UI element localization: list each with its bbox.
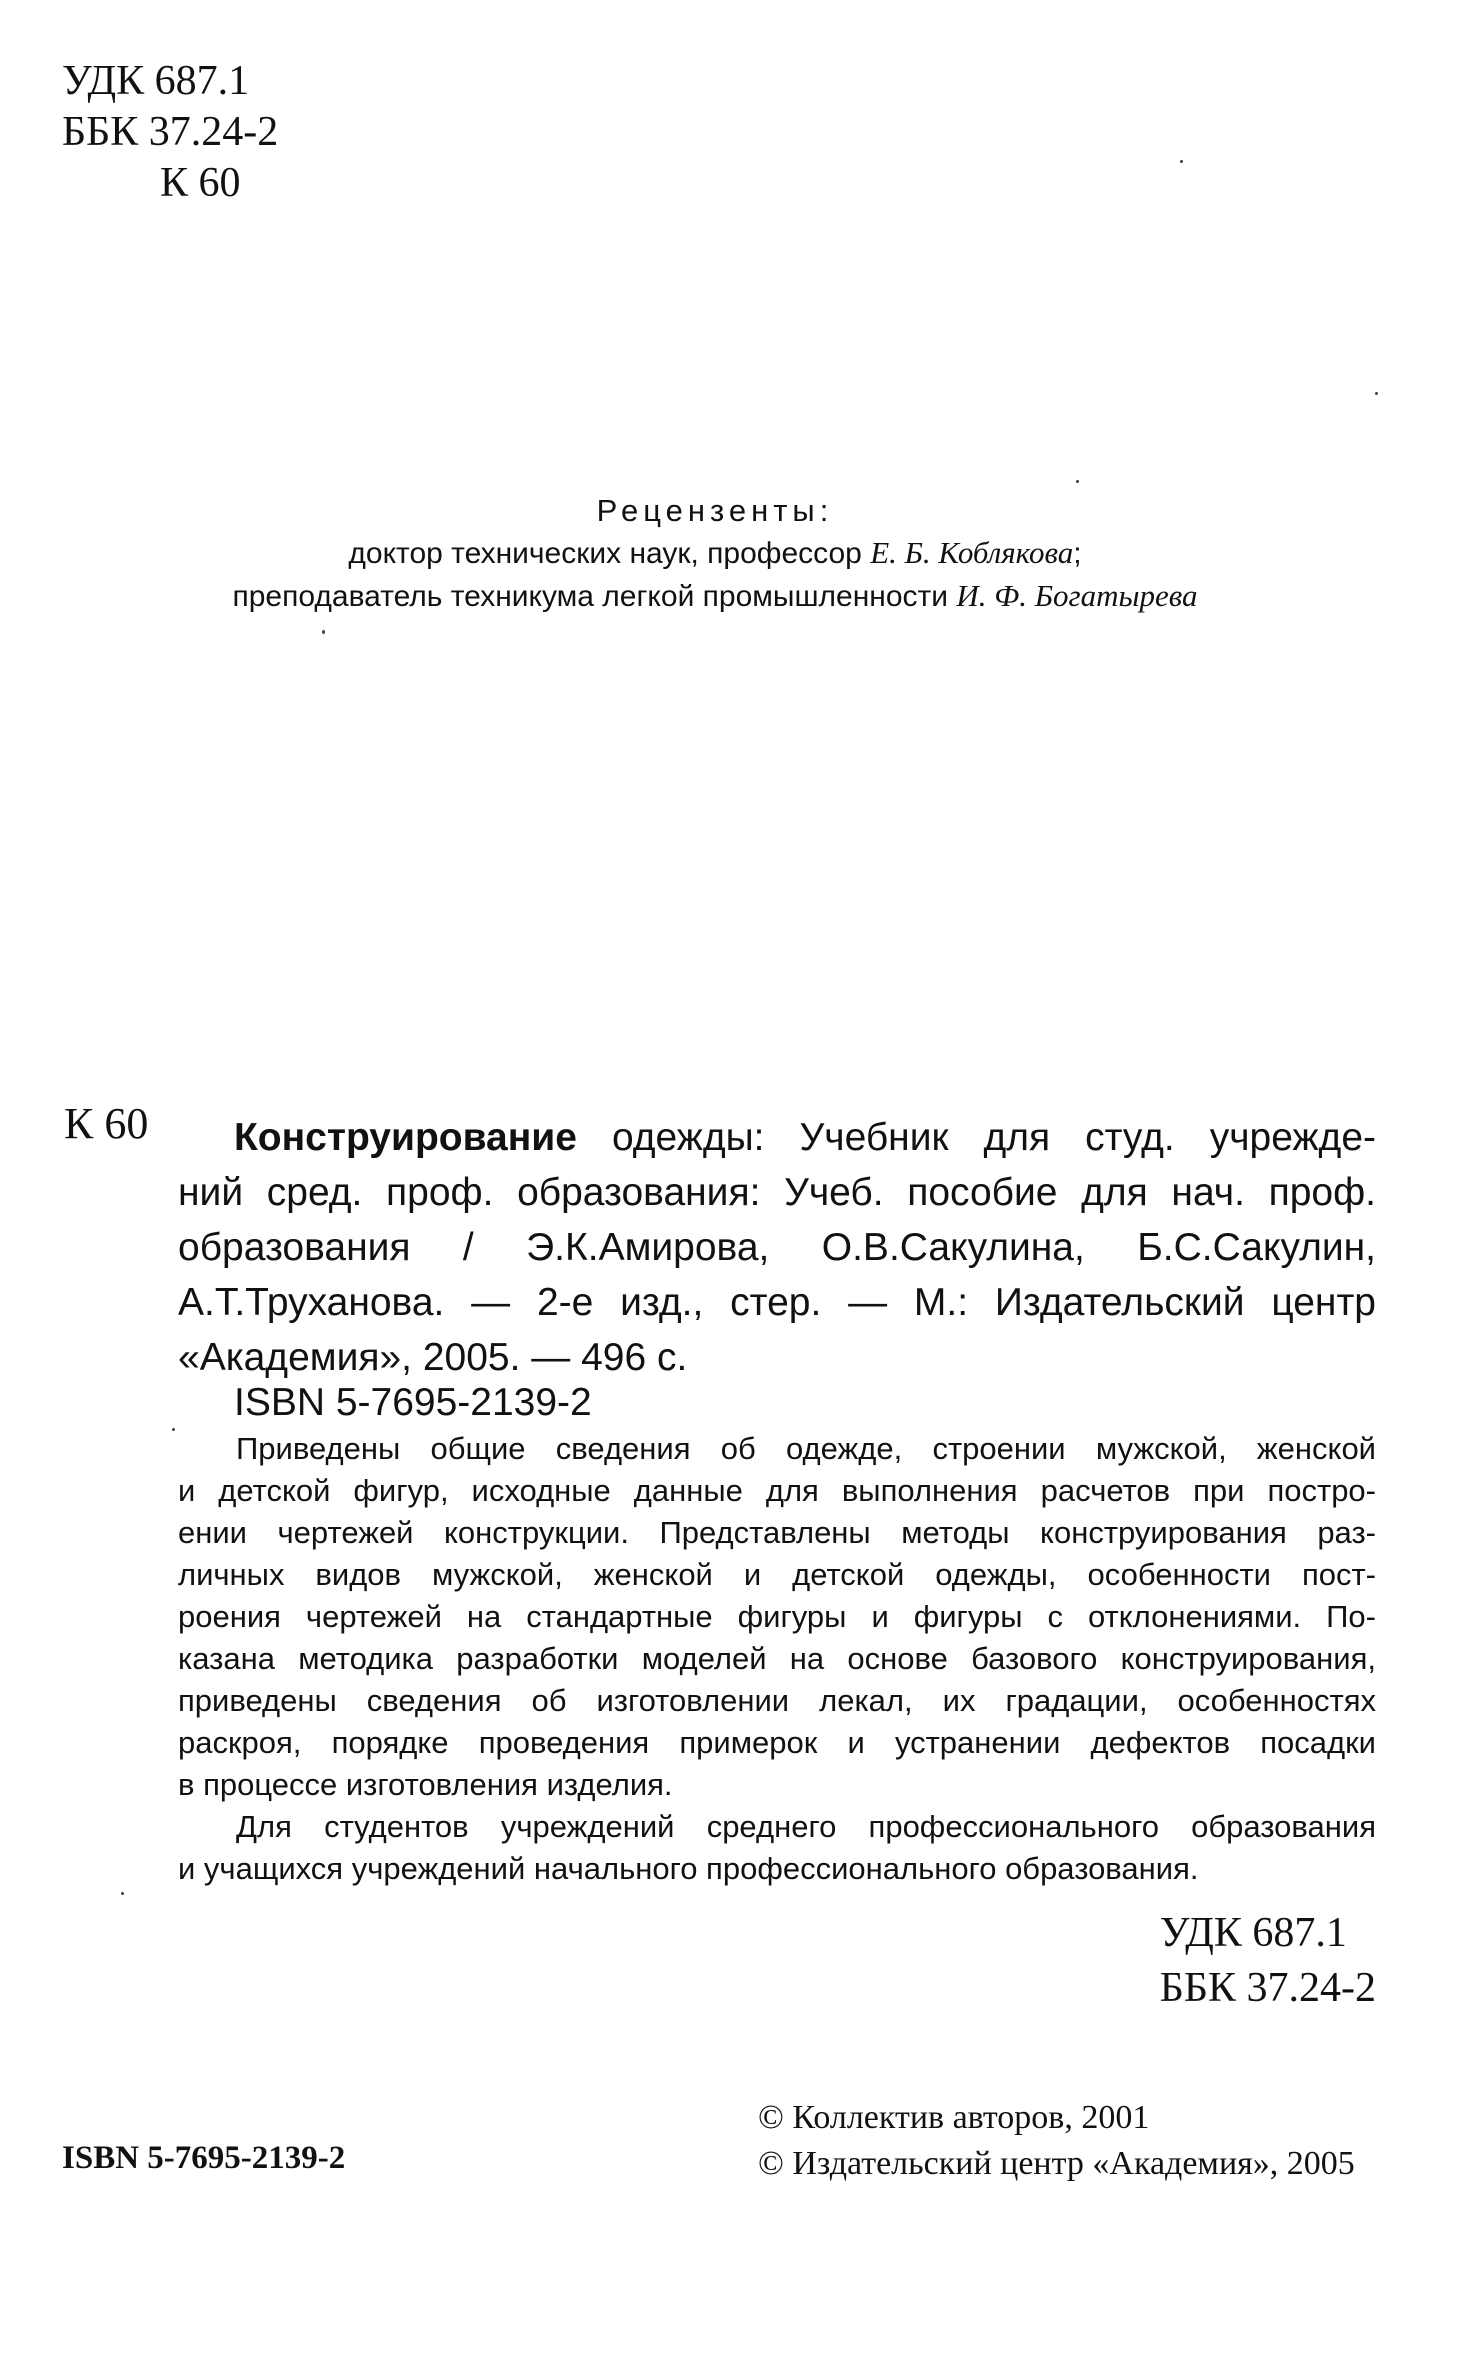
bib-line-2: ний сред. проф. образования: Учеб. пособие для нач. проф. — [178, 1171, 1376, 1214]
bib-line-4: А.Т.Труханова. — 2-е изд., стер. — М.: Издательский центр — [178, 1281, 1376, 1324]
scan-speck — [1076, 480, 1079, 483]
reviewer-2-position: преподаватель техникума легкой промышленности — [232, 580, 949, 613]
abstract-line: ении чертежей конструкции. Представлены методы конструирования раз- — [178, 1515, 1376, 1550]
copyright-publisher: © Издательский центр «Академия», 2005 — [758, 2145, 1355, 2182]
reviewer-1-name: Е. Б. Коблякова — [870, 535, 1074, 570]
abstract-line: Для студентов учреждений среднего профессионального образования — [236, 1809, 1376, 1844]
scan-speck — [121, 1892, 124, 1895]
reviewers-block — [0, 490, 1430, 618]
udk-code-bottom: УДК 687.1 — [1159, 1910, 1347, 1956]
classification-block-bottom — [1160, 1906, 1376, 2016]
bbk-code-bottom: ББК 37.24-2 — [1159, 1965, 1376, 2011]
abstract-line: приведены сведения об изготовлении лекал, их градации, особенностях — [178, 1683, 1376, 1718]
bibliographic-description — [178, 1110, 1376, 1385]
isbn-bottom: ISBN 5-7695-2139-2 — [62, 2140, 346, 2176]
abstract-line: личных видов мужской, женской и детской одежды, особенности пост- — [178, 1557, 1376, 1592]
reviewer-line-2 — [0, 575, 1430, 618]
book-title-bold: Конструирование — [234, 1116, 577, 1159]
reviewer-2-name: И. Ф. Богатырева — [956, 578, 1198, 613]
catalog-isbn: ISBN 5-7695-2139-2 — [234, 1381, 592, 1424]
scan-speck — [1375, 392, 1378, 395]
bib-line-3: образования / Э.К.Амирова, О.В.Сакулина, Б.С.Сакулин, — [178, 1226, 1376, 1269]
reviewer-line-1 — [0, 532, 1430, 575]
reviewer-1-position: доктор технических наук, профессор — [348, 537, 862, 570]
abstract-line: роения чертежей на стандартные фигуры и фигуры с отклонениями. По- — [178, 1599, 1376, 1634]
abstract — [178, 1428, 1376, 1890]
reviewer-1-suffix: ; — [1073, 537, 1082, 570]
copyright-authors: © Коллектив авторов, 2001 — [758, 2099, 1150, 2136]
reviewers-title: Рецензенты: — [596, 493, 834, 528]
copyright-block — [758, 2095, 1355, 2187]
bib-line-1-rest: одежды: Учебник для студ. учрежде- — [611, 1116, 1376, 1159]
abstract-line: Приведены общие сведения об одежде, строении мужской, женской — [236, 1431, 1376, 1466]
bbk-code: ББК 37.24-2 — [62, 109, 279, 155]
scan-speck — [1180, 160, 1183, 163]
catalog-author-mark: К 60 — [64, 1099, 149, 1148]
abstract-paragraph-2 — [178, 1806, 1376, 1890]
author-mark: К 60 — [160, 160, 241, 206]
classification-block-top — [62, 56, 278, 209]
scan-speck — [322, 630, 325, 634]
bib-line-1 — [178, 1110, 1376, 1165]
abstract-line: раскроя, порядке проведения примерок и устранении дефектов посадки — [178, 1725, 1376, 1760]
abstract-paragraph-1 — [178, 1428, 1376, 1806]
udk-code: УДК 687.1 — [62, 58, 250, 104]
abstract-line: в процессе изготовления изделия. — [178, 1767, 673, 1802]
abstract-line: и детской фигур, исходные данные для выполнения расчетов при постро- — [178, 1473, 1376, 1508]
abstract-line: казана методика разработки моделей на основе базового конструирования, — [178, 1641, 1376, 1676]
bib-line-5: «Академия», 2005. — 496 с. — [178, 1336, 688, 1379]
abstract-line: и учащихся учреждений начального профессионального образования. — [178, 1851, 1199, 1886]
scan-speck — [172, 1428, 175, 1431]
